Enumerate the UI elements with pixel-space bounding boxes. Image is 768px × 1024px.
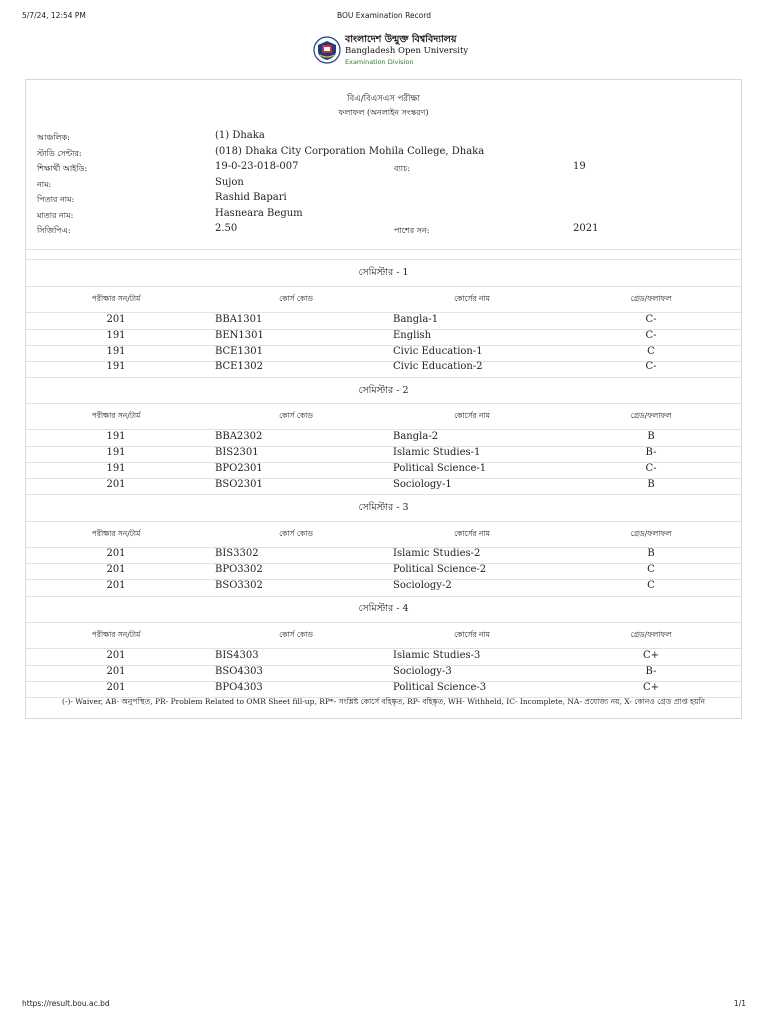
divider [26, 403, 741, 404]
cell-grade: C- [645, 314, 657, 325]
university-name-en: Bangladesh Open University [345, 46, 469, 56]
divider [26, 494, 741, 495]
cell-grade: B- [645, 447, 657, 458]
table-row [26, 563, 741, 579]
cell-course-name: Political Science-1 [393, 463, 487, 474]
table-header [26, 411, 741, 425]
cell-course-name: Bangla-1 [393, 314, 439, 325]
header-course-code: কোর্স কোড [279, 529, 313, 538]
cell-grade: B [647, 431, 655, 442]
divider [26, 521, 741, 522]
print-footer [22, 999, 746, 1011]
batch-label: ব্যাচ: [394, 164, 411, 173]
info-row-name [37, 177, 727, 193]
cell-exam-year: 191 [106, 447, 126, 458]
header-exam-year: পরীক্ষার সন/টার্ম [91, 411, 141, 420]
study-center-label: স্টাডি সেন্টার: [37, 148, 82, 158]
header-course-name: কোর্সের নাম [454, 630, 490, 639]
name-value: Sujon [215, 176, 244, 188]
cell-exam-year: 201 [106, 666, 126, 677]
table-row [26, 579, 741, 595]
print-title: BOU Examination Record [337, 11, 431, 20]
header-course-code: কোর্স কোড [279, 630, 313, 639]
cell-course-name: Political Science-3 [393, 682, 487, 693]
semester-title: সেমিস্টার - 3 [358, 502, 409, 513]
grade-legend: (-)- Waiver, AB- অনুপস্থিত, PR- Problem Related to OMR Sheet fill-up, RP*- সংশ্লিষ্ট কোর্সে বহিষ্কৃত, RP- বহিষ্কৃত, WH- Withheld, IC- Incomplete, NA- প্রযোজ্য নয়, X- কোনও গ্রেড প্রাপ্ত হয়নি [61, 697, 705, 706]
cell-course-code: BSO2301 [215, 479, 263, 490]
father-name-value: Rashid Bapari [215, 192, 287, 203]
cell-course-code: BBA2302 [215, 431, 263, 442]
table-row [26, 681, 741, 697]
header-exam-year: পরীক্ষার সন/টার্ম [91, 630, 141, 639]
header-grade: গ্রেড/ফলাফল [630, 529, 672, 538]
cell-course-code: BSO4303 [215, 666, 263, 677]
divider [26, 596, 741, 597]
cell-exam-year: 201 [106, 564, 126, 575]
table-header [26, 294, 741, 308]
cell-exam-year: 191 [106, 463, 126, 474]
father-name-label: পিতার নাম: [37, 195, 75, 204]
cell-course-code: BCE1302 [215, 361, 263, 372]
cell-course-code: BPO4303 [215, 682, 263, 693]
cell-course-code: BIS4303 [215, 650, 259, 661]
pass-year-label: পাশের সন: [394, 226, 430, 235]
cell-exam-year: 191 [106, 330, 126, 341]
table-row [26, 547, 741, 563]
exam-subtitle: ফলাফল (অনলাইন সংস্করণ) [338, 108, 429, 117]
table-row [26, 665, 741, 681]
result-card [25, 79, 742, 719]
table-header [26, 529, 741, 543]
pass-year-value: 2021 [573, 223, 599, 234]
header-course-name: কোর্সের নাম [454, 294, 490, 303]
cell-course-code: BPO3302 [215, 564, 263, 575]
cell-course-name: Bangla-2 [393, 431, 439, 442]
cell-grade: C- [645, 463, 657, 474]
mother-name-value: Hasneara Begum [215, 207, 303, 219]
mother-name-label: মাতার নাম: [37, 210, 74, 220]
divider [26, 259, 741, 260]
header-course-name: কোর্সের নাম [454, 529, 490, 538]
cgpa-value: 2.50 [215, 223, 238, 234]
cell-grade: C+ [642, 682, 660, 693]
table-header [26, 630, 741, 644]
table-row [26, 649, 741, 665]
header-exam-year: পরীক্ষার সন/টার্ম [91, 294, 141, 303]
table-row [26, 462, 741, 478]
cell-course-name: English [393, 330, 432, 341]
cell-exam-year: 191 [106, 361, 126, 372]
table-row [26, 329, 741, 345]
page-number: 1/1 [733, 999, 746, 1008]
cell-exam-year: 201 [106, 479, 126, 490]
cell-course-code: BIS3302 [215, 548, 259, 559]
cell-course-code: BIS2301 [215, 447, 259, 458]
cell-course-code: BCE1301 [215, 346, 263, 357]
university-logo [313, 34, 469, 66]
cell-grade: C [647, 346, 655, 357]
table-row [26, 345, 741, 361]
cell-course-code: BEN1301 [215, 330, 264, 341]
info-row-region [37, 130, 727, 146]
page-url: https://result.bou.ac.bd [22, 999, 110, 1008]
info-row-mother [37, 208, 727, 224]
table-row [26, 430, 741, 446]
cell-exam-year: 191 [106, 346, 126, 357]
info-row-id [37, 161, 727, 177]
info-row-cgpa [37, 223, 727, 239]
header-grade: গ্রেড/ফলাফল [630, 411, 672, 420]
exam-title: বিএ/বিএসএস পরীক্ষা [347, 94, 420, 104]
table-row [26, 360, 741, 376]
table-row [26, 446, 741, 462]
header-course-code: কোর্স কোড [279, 294, 313, 303]
cell-exam-year: 191 [106, 431, 126, 442]
cell-grade: C- [645, 330, 657, 341]
cell-grade: C [647, 580, 655, 591]
cell-grade: C [647, 564, 655, 575]
batch-value: 19 [573, 161, 586, 172]
university-name-bn: বাংলাদেশ উন্মুক্ত বিশ্ববিদ্যালয় [345, 34, 457, 45]
table-row [26, 313, 741, 329]
divider [26, 377, 741, 378]
cell-exam-year: 201 [106, 548, 126, 559]
region-label: আঞ্চলিক: [37, 133, 70, 142]
examination-division: Examination Division [345, 58, 414, 66]
cell-exam-year: 201 [106, 314, 126, 325]
cell-course-name: Sociology-2 [393, 580, 452, 591]
table-row [26, 478, 741, 494]
cell-course-name: Islamic Studies-3 [393, 650, 481, 661]
divider [26, 622, 741, 623]
cell-grade: B [647, 479, 655, 490]
cell-course-name: Islamic Studies-2 [393, 548, 481, 559]
header-grade: গ্রেড/ফলাফল [630, 630, 672, 639]
cell-course-name: Civic Education-2 [393, 361, 483, 372]
cell-course-code: BSO3302 [215, 580, 263, 591]
student-id-value: 19-0-23-018-007 [215, 161, 299, 172]
header-course-code: কোর্স কোড [279, 411, 313, 420]
cell-exam-year: 201 [106, 682, 126, 693]
cell-course-name: Civic Education-1 [393, 346, 483, 357]
cell-grade: B [647, 548, 655, 559]
info-row-study-center [37, 146, 727, 162]
print-datetime: 5/7/24, 12:54 PM [22, 11, 86, 20]
cell-course-code: BPO2301 [215, 463, 263, 474]
divider [26, 286, 741, 287]
cell-course-name: Islamic Studies-1 [393, 447, 481, 458]
cell-course-code: BBA1301 [215, 314, 263, 325]
header-course-name: কোর্সের নাম [454, 411, 490, 420]
cgpa-label: সিজিপিএ: [37, 226, 71, 235]
cell-grade: C- [645, 361, 657, 372]
student-id-label: শিক্ষার্থী আইডি: [37, 164, 88, 173]
semester-title: সেমিস্টার - 4 [358, 603, 409, 614]
name-label: নাম: [37, 179, 52, 189]
study-center-value: (018) Dhaka City Corporation Mohila College, Dhaka [215, 145, 485, 157]
university-emblem-icon [313, 36, 341, 64]
semester-title: সেমিস্টার - 1 [358, 267, 409, 278]
cell-course-name: Sociology-3 [393, 666, 452, 677]
header-exam-year: পরীক্ষার সন/টার্ম [91, 529, 141, 538]
cell-course-name: Political Science-2 [393, 564, 487, 575]
print-header [22, 11, 746, 23]
divider [26, 249, 741, 250]
cell-exam-year: 201 [106, 650, 126, 661]
info-row-father [37, 192, 727, 208]
cell-course-name: Sociology-1 [393, 479, 452, 490]
cell-grade: B- [645, 666, 657, 677]
semester-title: সেমিস্টার - 2 [358, 385, 409, 396]
student-info [37, 130, 727, 239]
region-value: (1) Dhaka [215, 130, 265, 141]
cell-exam-year: 201 [106, 580, 126, 591]
header-grade: গ্রেড/ফলাফল [630, 294, 672, 303]
cell-grade: C+ [642, 650, 660, 661]
